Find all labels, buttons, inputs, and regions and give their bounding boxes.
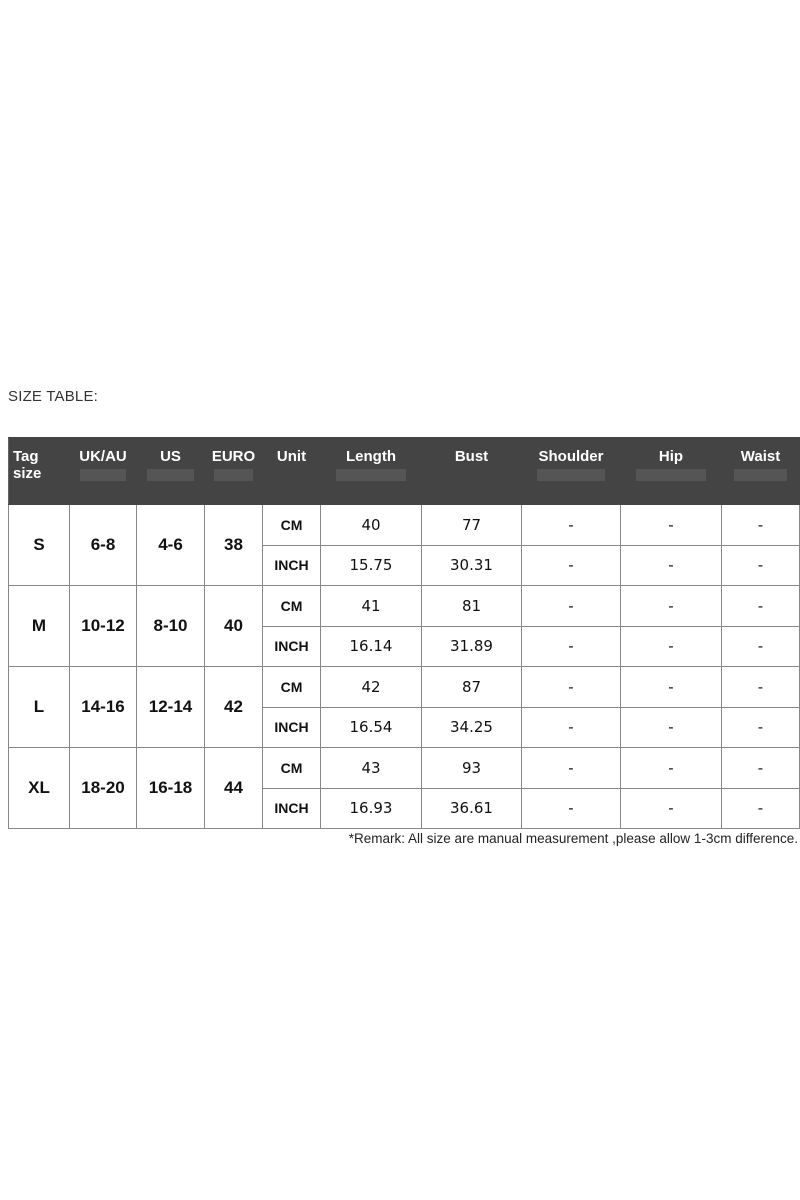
length-cell: 40 <box>321 505 422 546</box>
bust-cell: 36.61 <box>422 788 522 829</box>
unit-cell: INCH <box>263 626 321 667</box>
length-cell: 15.75 <box>321 545 422 586</box>
uk-au-cell: 14-16 <box>70 667 137 748</box>
shoulder-cell: - <box>522 626 621 667</box>
bust-cell: 30.31 <box>422 545 522 586</box>
uk-au-cell: 6-8 <box>70 505 137 586</box>
header-hip <box>621 438 722 505</box>
waist-cell: - <box>722 505 800 546</box>
bust-cell: 31.89 <box>422 626 522 667</box>
hip-cell: - <box>621 626 722 667</box>
unit-cell: CM <box>263 667 321 708</box>
unit-cell: CM <box>263 505 321 546</box>
tag-size-cell: M <box>9 586 70 667</box>
length-cell: 16.93 <box>321 788 422 829</box>
header-length-label: Length <box>346 448 396 465</box>
bust-cell: 93 <box>422 748 522 789</box>
header-length-sub <box>336 469 406 481</box>
page-title: SIZE TABLE: <box>8 388 99 405</box>
shoulder-cell: - <box>522 748 621 789</box>
header-shoulder <box>522 438 621 505</box>
remark-note: *Remark: All size are manual measurement ,please allow 1-3cm difference. <box>348 831 798 846</box>
header-tag-size: Tag size <box>9 438 70 505</box>
header-shoulder-label: Shoulder <box>538 448 604 465</box>
unit-cell: CM <box>263 586 321 627</box>
shoulder-cell: - <box>522 505 621 546</box>
hip-cell: - <box>621 505 722 546</box>
hip-cell: - <box>621 667 722 708</box>
euro-cell: 42 <box>205 667 263 748</box>
shoulder-cell: - <box>522 545 621 586</box>
header-shoulder-sub <box>537 469 606 481</box>
shoulder-cell: - <box>522 707 621 748</box>
tag-size-cell: S <box>9 505 70 586</box>
waist-cell: - <box>722 626 800 667</box>
header-us-sub <box>147 469 194 481</box>
length-cell: 16.54 <box>321 707 422 748</box>
bust-cell: 81 <box>422 586 522 627</box>
header-hip-label: Hip <box>658 448 684 465</box>
unit-cell: INCH <box>263 707 321 748</box>
header-euro-sub <box>214 469 254 481</box>
waist-cell: - <box>722 545 800 586</box>
waist-cell: - <box>722 788 800 829</box>
hip-cell: - <box>621 748 722 789</box>
header-uk-au-label: UK/AU <box>79 448 127 465</box>
header-euro-label: EURO <box>211 448 256 465</box>
header-waist-label: Waist <box>740 448 781 465</box>
waist-cell: - <box>722 586 800 627</box>
header-euro <box>205 438 263 505</box>
euro-cell: 44 <box>205 748 263 829</box>
length-cell: 41 <box>321 586 422 627</box>
table-header <box>9 438 800 505</box>
header-row <box>9 438 800 505</box>
length-cell: 43 <box>321 748 422 789</box>
header-waist-sub <box>734 469 788 481</box>
bust-cell: 87 <box>422 667 522 708</box>
shoulder-cell: - <box>522 667 621 708</box>
bust-cell: 34.25 <box>422 707 522 748</box>
header-hip-sub <box>636 469 706 481</box>
us-cell: 4-6 <box>137 505 205 586</box>
euro-cell: 40 <box>205 586 263 667</box>
header-us <box>137 438 205 505</box>
table-row <box>9 505 800 546</box>
hip-cell: - <box>621 788 722 829</box>
shoulder-cell: - <box>522 586 621 627</box>
table-body <box>9 505 800 829</box>
length-cell: 16.14 <box>321 626 422 667</box>
unit-cell: INCH <box>263 545 321 586</box>
size-table <box>8 437 800 829</box>
bust-cell: 77 <box>422 505 522 546</box>
hip-cell: - <box>621 707 722 748</box>
waist-cell: - <box>722 748 800 789</box>
header-length <box>321 438 422 505</box>
us-cell: 8-10 <box>137 586 205 667</box>
tag-size-cell: XL <box>9 748 70 829</box>
header-waist <box>722 438 800 505</box>
length-cell: 42 <box>321 667 422 708</box>
hip-cell: - <box>621 586 722 627</box>
uk-au-cell: 18-20 <box>70 748 137 829</box>
euro-cell: 38 <box>205 505 263 586</box>
unit-cell: CM <box>263 748 321 789</box>
shoulder-cell: - <box>522 788 621 829</box>
table-row <box>9 586 800 627</box>
header-uk-au <box>70 438 137 505</box>
uk-au-cell: 10-12 <box>70 586 137 667</box>
table-row <box>9 667 800 708</box>
header-unit: Unit <box>263 438 321 505</box>
hip-cell: - <box>621 545 722 586</box>
header-bust: Bust <box>422 438 522 505</box>
table-row <box>9 748 800 789</box>
us-cell: 16-18 <box>137 748 205 829</box>
tag-size-cell: L <box>9 667 70 748</box>
waist-cell: - <box>722 667 800 708</box>
header-us-label: US <box>160 448 181 465</box>
us-cell: 12-14 <box>137 667 205 748</box>
waist-cell: - <box>722 707 800 748</box>
unit-cell: INCH <box>263 788 321 829</box>
header-uk-au-sub <box>80 469 126 481</box>
